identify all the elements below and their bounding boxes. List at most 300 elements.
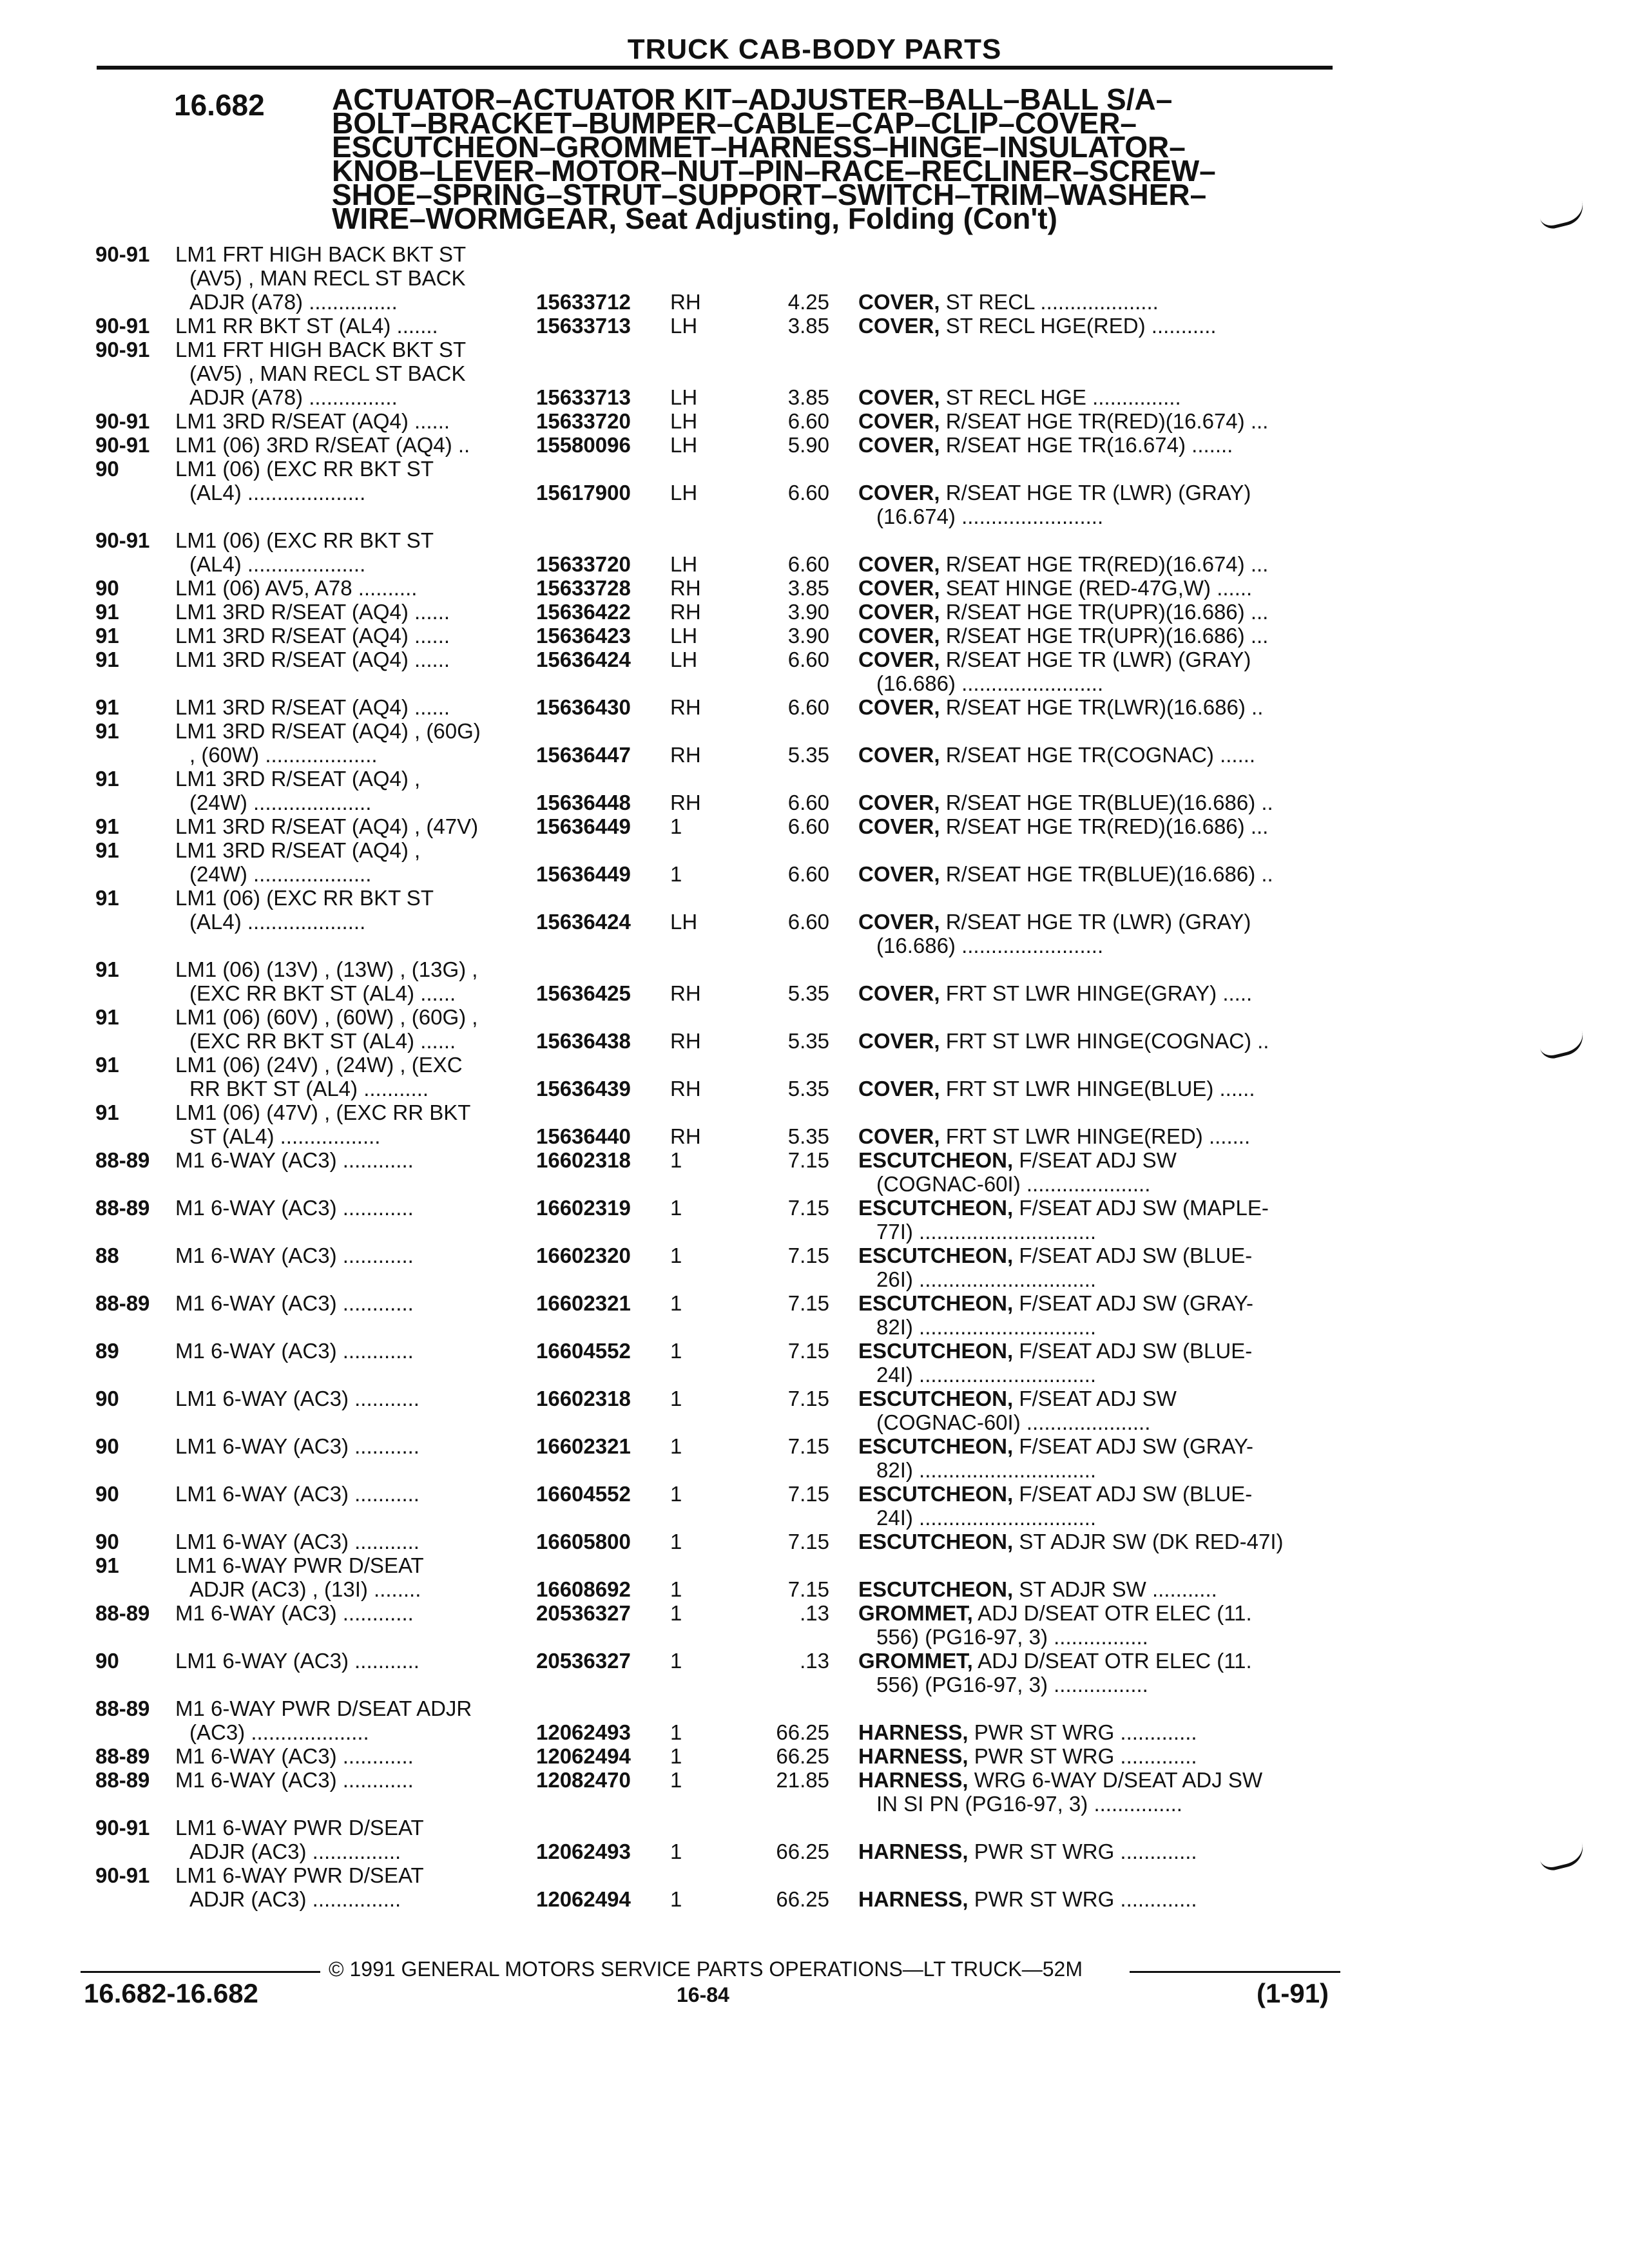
entry-part-name — [858, 314, 1217, 338]
description-line: LM1 6-WAY (AC3) ........... — [175, 1530, 419, 1553]
description-line: LM1 6-WAY (AC3) ........... — [175, 1482, 419, 1506]
entry-quantity: LH — [670, 314, 698, 338]
entry-part-name — [858, 1577, 1217, 1601]
description-line: (24W) .................... — [189, 862, 372, 886]
entry-year: 91 — [95, 838, 119, 862]
entry-description — [175, 957, 523, 1005]
entry-part-number: 20536327 — [536, 1649, 631, 1673]
part-name-detail: ADJ D/SEAT OTR ELEC (11. — [972, 1649, 1252, 1673]
entry-description — [175, 767, 523, 814]
description-line: LM1 3RD R/SEAT (AQ4) , — [175, 767, 421, 791]
section-title-line: ACTUATOR–ACTUATOR KIT–ADJUSTER–BALL–BALL S/A– — [332, 82, 1173, 116]
entry-part-number: 15636448 — [536, 791, 631, 814]
entry-year: 91 — [95, 695, 119, 719]
entry-quantity: RH — [670, 981, 701, 1005]
part-name-line — [858, 433, 1233, 457]
part-name-detail: F/SEAT ADJ SW (BLUE- — [1013, 1339, 1253, 1363]
entry-description — [175, 1005, 523, 1053]
description-line: M1 6-WAY (AC3) ............ — [175, 1339, 414, 1363]
entry-price: 4.25 — [787, 290, 829, 314]
entry-year: 91 — [95, 1100, 119, 1124]
description-line: LM1 RR BKT ST (AL4) ....... — [175, 314, 438, 338]
section-number: 16.682 — [174, 88, 265, 122]
section-title-line: WIRE–WORMGEAR, Seat Adjusting, Folding (Con't) — [332, 202, 1057, 235]
entry-part-name — [858, 552, 1268, 576]
part-name-continuation: IN SI PN (PG16-97, 3) ............... — [876, 1792, 1182, 1816]
entry-year: 90 — [95, 1387, 119, 1410]
part-noun: COVER, — [858, 1077, 940, 1100]
entry-quantity: RH — [670, 1029, 701, 1053]
part-name-line — [858, 1601, 1252, 1625]
entry-part-number: 15633713 — [536, 385, 631, 409]
part-name-line — [858, 648, 1251, 671]
description-line: LM1 (06) (EXC RR BKT ST — [175, 886, 434, 910]
entry-quantity: RH — [670, 600, 701, 624]
entry-year: 90 — [95, 457, 119, 481]
entry-year: 90-91 — [95, 314, 150, 338]
part-name-line — [858, 409, 1268, 433]
part-name-detail: FRT ST LWR HINGE(RED) ....... — [940, 1124, 1251, 1148]
entry-part-name — [858, 1434, 1253, 1482]
part-noun: COVER, — [858, 314, 940, 338]
entry-description — [175, 338, 523, 409]
entry-year: 91 — [95, 1553, 119, 1577]
part-noun: COVER, — [858, 433, 940, 457]
entry-description — [175, 695, 523, 719]
part-noun: HARNESS, — [858, 1840, 969, 1863]
entry-quantity: 1 — [670, 1291, 682, 1315]
entry-part-number: 15636424 — [536, 910, 631, 934]
entry-price: 66.25 — [776, 1840, 829, 1863]
part-noun: ESCUTCHEON, — [858, 1482, 1014, 1506]
entry-year: 88-89 — [95, 1148, 150, 1172]
entry-price: 6.60 — [787, 552, 829, 576]
part-name-line — [858, 1339, 1252, 1363]
part-name-line — [858, 1244, 1252, 1267]
entry-price: 7.15 — [787, 1434, 829, 1458]
part-name-detail: R/SEAT HGE TR (LWR) (GRAY) — [940, 481, 1251, 505]
description-line: LM1 (06) (13V) , (13W) , (13G) , — [175, 957, 478, 981]
part-name-detail: F/SEAT ADJ SW (BLUE- — [1013, 1244, 1253, 1267]
entry-description — [175, 648, 523, 671]
entry-part-name — [858, 1148, 1177, 1196]
entry-price: 5.35 — [787, 1029, 829, 1053]
part-name-continuation: 82I) .............................. — [876, 1458, 1097, 1482]
description-line: M1 6-WAY (AC3) ............ — [175, 1744, 414, 1768]
description-line: (AC3) .................... — [189, 1720, 369, 1744]
entry-part-name — [858, 862, 1273, 886]
entry-quantity: RH — [670, 290, 701, 314]
entry-part-name — [858, 743, 1255, 767]
description-line: LM1 6-WAY PWR D/SEAT — [175, 1553, 424, 1577]
part-noun: COVER, — [858, 648, 940, 671]
description-line: LM1 3RD R/SEAT (AQ4) ...... — [175, 648, 450, 671]
entry-description — [175, 1244, 523, 1267]
entry-price: 3.90 — [787, 600, 829, 624]
description-line: , (60W) ................... — [189, 743, 378, 767]
entry-part-number: 12062494 — [536, 1744, 631, 1768]
part-noun: ESCUTCHEON, — [858, 1244, 1014, 1267]
entry-description — [175, 1148, 523, 1172]
part-name-line — [858, 1482, 1252, 1506]
entry-description — [175, 242, 523, 314]
description-line: LM1 3RD R/SEAT (AQ4) ...... — [175, 695, 450, 719]
entry-price: 5.90 — [787, 433, 829, 457]
entry-quantity: LH — [670, 481, 698, 505]
part-name-detail: R/SEAT HGE TR (LWR) (GRAY) — [940, 910, 1251, 934]
part-name-line — [858, 910, 1251, 934]
entry-part-number: 15617900 — [536, 481, 631, 505]
description-line: LM1 (06) (60V) , (60W) , (60G) , — [175, 1005, 478, 1029]
entry-quantity: 1 — [670, 1434, 682, 1458]
entry-part-name — [858, 1077, 1255, 1100]
entry-part-number: 15633713 — [536, 314, 631, 338]
entry-part-number: 12062493 — [536, 1720, 631, 1744]
description-line: LM1 6-WAY (AC3) ........... — [175, 1434, 419, 1458]
entry-year: 90-91 — [95, 528, 150, 552]
description-line: LM1 FRT HIGH BACK BKT ST — [175, 338, 467, 361]
description-line: ADJR (AC3) , (13I) ........ — [189, 1577, 421, 1601]
part-name-detail: PWR ST WRG ............. — [968, 1744, 1197, 1768]
description-line: RR BKT ST (AL4) ........... — [189, 1077, 429, 1100]
entry-part-name — [858, 1244, 1252, 1291]
entry-price: 5.35 — [787, 1077, 829, 1100]
entry-part-number: 20536327 — [536, 1601, 631, 1625]
entry-price: 3.90 — [787, 624, 829, 648]
entry-price: 21.85 — [776, 1768, 829, 1792]
part-name-line — [858, 1840, 1197, 1863]
part-name-continuation: (16.686) ........................ — [876, 671, 1104, 695]
description-line: M1 6-WAY (AC3) ............ — [175, 1601, 414, 1625]
entry-year: 91 — [95, 957, 119, 981]
entry-quantity: 1 — [670, 814, 682, 838]
entry-price: 5.35 — [787, 743, 829, 767]
entry-part-number: 15633720 — [536, 409, 631, 433]
entry-part-name — [858, 791, 1273, 814]
entry-description — [175, 1530, 523, 1553]
part-name-line — [858, 1196, 1269, 1220]
part-name-line — [858, 1887, 1197, 1911]
description-line: LM1 3RD R/SEAT (AQ4) , (60G) — [175, 719, 481, 743]
entry-price: 5.35 — [787, 981, 829, 1005]
entry-year: 90-91 — [95, 409, 150, 433]
entry-description — [175, 1768, 523, 1792]
part-noun: ESCUTCHEON, — [858, 1291, 1014, 1315]
entry-quantity: 1 — [670, 1840, 682, 1863]
part-name-line — [858, 695, 1263, 719]
entry-quantity: 1 — [670, 1720, 682, 1744]
part-noun: HARNESS, — [858, 1887, 969, 1911]
entry-description — [175, 528, 523, 576]
entry-description — [175, 1696, 523, 1744]
entry-part-number: 15636423 — [536, 624, 631, 648]
entry-description — [175, 1100, 523, 1148]
description-line: LM1 3RD R/SEAT (AQ4) , — [175, 838, 421, 862]
entry-description — [175, 1863, 523, 1911]
part-noun: COVER, — [858, 290, 940, 314]
part-name-detail: F/SEAT ADJ SW (BLUE- — [1013, 1482, 1253, 1506]
part-noun: ESCUTCHEON, — [858, 1148, 1014, 1172]
part-noun: COVER, — [858, 409, 940, 433]
entry-part-name — [858, 1530, 1283, 1553]
entry-quantity: LH — [670, 552, 698, 576]
entry-price: 7.15 — [787, 1244, 829, 1267]
description-line: LM1 6-WAY (AC3) ........... — [175, 1387, 419, 1410]
part-name-detail: R/SEAT HGE TR(BLUE)(16.686) .. — [940, 862, 1273, 886]
entry-part-name — [858, 1482, 1252, 1530]
entry-description — [175, 1434, 523, 1458]
footer-rule-right — [1130, 1971, 1340, 1973]
part-name-line — [858, 981, 1252, 1005]
section-title-line: BOLT–BRACKET–BUMPER–CABLE–CAP–CLIP–COVER– — [332, 106, 1137, 140]
part-name-detail: FRT ST LWR HINGE(BLUE) ...... — [940, 1077, 1255, 1100]
part-name-line — [858, 1768, 1262, 1792]
part-name-detail: FRT ST LWR HINGE(COGNAC) .. — [940, 1029, 1269, 1053]
description-line: LM1 6-WAY PWR D/SEAT — [175, 1816, 424, 1840]
part-name-detail: R/SEAT HGE TR(16.674) ....... — [940, 433, 1233, 457]
part-noun: COVER, — [858, 576, 940, 600]
entry-price: .13 — [800, 1649, 829, 1673]
description-line: LM1 3RD R/SEAT (AQ4) , (47V) — [175, 814, 479, 838]
entry-part-name — [858, 910, 1251, 957]
description-line: (EXC RR BKT ST (AL4) ...... — [189, 981, 456, 1005]
entry-part-name — [858, 409, 1268, 433]
entry-quantity: 1 — [670, 1530, 682, 1553]
part-noun: COVER, — [858, 791, 940, 814]
entry-price: 7.15 — [787, 1339, 829, 1363]
entry-part-name — [858, 1840, 1197, 1863]
part-name-detail: PWR ST WRG ............. — [968, 1720, 1197, 1744]
entry-part-number: 16602318 — [536, 1387, 631, 1410]
description-line: LM1 (06) (24V) , (24W) , (EXC — [175, 1053, 463, 1077]
part-name-line — [858, 791, 1273, 814]
part-noun: HARNESS, — [858, 1744, 969, 1768]
entry-quantity: 1 — [670, 1244, 682, 1267]
entry-price: 6.60 — [787, 481, 829, 505]
entry-year: 91 — [95, 624, 119, 648]
entry-quantity: 1 — [670, 1744, 682, 1768]
entry-part-name — [858, 1196, 1269, 1244]
part-name-continuation: 24I) .............................. — [876, 1363, 1097, 1387]
description-line: ADJR (A78) ............... — [189, 385, 398, 409]
part-name-line — [858, 624, 1268, 648]
entry-price: 6.60 — [787, 791, 829, 814]
part-noun: HARNESS, — [858, 1720, 969, 1744]
entry-price: 66.25 — [776, 1744, 829, 1768]
entry-description — [175, 1196, 523, 1220]
entry-part-number: 12062494 — [536, 1887, 631, 1911]
entry-quantity: LH — [670, 648, 698, 671]
description-line: ADJR (AC3) ............... — [189, 1840, 401, 1863]
entry-year: 90 — [95, 576, 119, 600]
part-name-detail: R/SEAT HGE TR(COGNAC) ...... — [940, 743, 1256, 767]
entry-price: 6.60 — [787, 409, 829, 433]
part-noun: COVER, — [858, 481, 940, 505]
entry-part-name — [858, 1291, 1253, 1339]
entry-part-name — [858, 1768, 1262, 1816]
entry-description — [175, 1482, 523, 1506]
entry-quantity: RH — [670, 695, 701, 719]
entry-part-name — [858, 290, 1159, 314]
entry-price: 7.15 — [787, 1291, 829, 1315]
entry-price: 3.85 — [787, 576, 829, 600]
description-line: ADJR (A78) ............... — [189, 290, 398, 314]
entry-part-number: 16602321 — [536, 1291, 631, 1315]
entry-year: 90-91 — [95, 242, 150, 266]
entry-part-number: 15633720 — [536, 552, 631, 576]
entry-description — [175, 1649, 523, 1673]
entry-quantity: LH — [670, 910, 698, 934]
entry-description — [175, 600, 523, 624]
part-name-detail: R/SEAT HGE TR(RED)(16.686) ... — [940, 814, 1269, 838]
description-line: M1 6-WAY PWR D/SEAT ADJR — [175, 1696, 472, 1720]
part-name-line — [858, 862, 1273, 886]
entry-quantity: LH — [670, 385, 698, 409]
part-name-detail: FRT ST LWR HINGE(GRAY) ..... — [940, 981, 1253, 1005]
page-title: TRUCK CAB-BODY PARTS — [627, 34, 1002, 65]
entry-part-number: 15636447 — [536, 743, 631, 767]
entry-year: 88-89 — [95, 1601, 150, 1625]
part-noun: ESCUTCHEON, — [858, 1434, 1014, 1458]
entry-description — [175, 314, 523, 338]
description-line: LM1 FRT HIGH BACK BKT ST — [175, 242, 467, 266]
description-line: (AV5) , MAN RECL ST BACK — [189, 266, 466, 290]
description-line: (AV5) , MAN RECL ST BACK — [189, 361, 466, 385]
description-line: M1 6-WAY (AC3) ............ — [175, 1148, 414, 1172]
footer-copyright: © 1991 GENERAL MOTORS SERVICE PARTS OPERATIONS—LT TRUCK—52M — [329, 1957, 1083, 1981]
footer-date-code: (1-91) — [1257, 1978, 1329, 2008]
entry-description — [175, 1291, 523, 1315]
part-name-line — [858, 481, 1251, 505]
entry-part-name — [858, 1720, 1197, 1744]
part-name-continuation: 24I) .............................. — [876, 1506, 1097, 1530]
entry-part-number: 16604552 — [536, 1339, 631, 1363]
description-line: M1 6-WAY (AC3) ............ — [175, 1291, 414, 1315]
part-name-continuation: (COGNAC-60I) ..................... — [876, 1410, 1151, 1434]
part-name-line — [858, 1577, 1217, 1601]
entry-part-number: 15636430 — [536, 695, 631, 719]
entry-description — [175, 719, 523, 767]
part-name-line — [858, 1148, 1177, 1172]
part-name-detail: R/SEAT HGE TR(BLUE)(16.686) .. — [940, 791, 1273, 814]
entry-year: 90-91 — [95, 1863, 150, 1887]
part-name-line — [858, 576, 1252, 600]
entry-year: 90-91 — [95, 1816, 150, 1840]
part-noun: COVER, — [858, 600, 940, 624]
description-line: LM1 (06) AV5, A78 .......... — [175, 576, 418, 600]
entry-year: 88-89 — [95, 1696, 150, 1720]
description-line: (AL4) .................... — [189, 910, 366, 934]
part-name-line — [858, 314, 1217, 338]
entry-part-number: 15636425 — [536, 981, 631, 1005]
part-name-line — [858, 814, 1268, 838]
entry-part-number: 16602319 — [536, 1196, 631, 1220]
part-name-continuation: 556) (PG16-97, 3) ................ — [876, 1673, 1148, 1696]
description-line: LM1 (06) (EXC RR BKT ST — [175, 528, 434, 552]
description-line: LM1 3RD R/SEAT (AQ4) ...... — [175, 600, 450, 624]
entry-part-name — [858, 1124, 1250, 1148]
part-name-line — [858, 600, 1268, 624]
entry-description — [175, 1744, 523, 1768]
entry-description — [175, 409, 523, 433]
entry-part-number: 16605800 — [536, 1530, 631, 1553]
entry-price: 5.35 — [787, 1124, 829, 1148]
part-name-line — [858, 1530, 1283, 1553]
entry-description — [175, 433, 523, 457]
description-line: LM1 6-WAY PWR D/SEAT — [175, 1863, 424, 1887]
entry-part-name — [858, 1601, 1252, 1649]
part-noun: COVER, — [858, 695, 940, 719]
part-name-detail: F/SEAT ADJ SW (GRAY- — [1013, 1291, 1254, 1315]
entry-part-number: 15633728 — [536, 576, 631, 600]
entry-part-number: 15580096 — [536, 433, 631, 457]
part-name-line — [858, 552, 1268, 576]
entry-part-number: 15636449 — [536, 862, 631, 886]
description-line: LM1 (06) (47V) , (EXC RR BKT — [175, 1100, 471, 1124]
entry-quantity: 1 — [670, 1148, 682, 1172]
entry-part-name — [858, 1887, 1197, 1911]
entry-price: 7.15 — [787, 1148, 829, 1172]
entry-price: 7.15 — [787, 1196, 829, 1220]
entry-year: 91 — [95, 1005, 119, 1029]
entry-price: 6.60 — [787, 814, 829, 838]
part-noun: COVER, — [858, 624, 940, 648]
entry-price: 6.60 — [787, 695, 829, 719]
entry-part-number: 15636438 — [536, 1029, 631, 1053]
entry-description — [175, 457, 523, 505]
entry-year: 90 — [95, 1649, 119, 1673]
part-name-line — [858, 385, 1181, 409]
entry-year: 90-91 — [95, 433, 150, 457]
entry-year: 88-89 — [95, 1744, 150, 1768]
entry-year: 88-89 — [95, 1291, 150, 1315]
part-name-continuation: (16.674) ........................ — [876, 505, 1104, 528]
part-noun: COVER, — [858, 862, 940, 886]
part-name-line — [858, 1077, 1255, 1100]
part-noun: COVER, — [858, 910, 940, 934]
entry-part-name — [858, 648, 1251, 695]
entry-part-name — [858, 576, 1252, 600]
entry-description — [175, 1816, 523, 1863]
part-noun: COVER, — [858, 552, 940, 576]
entry-price: .13 — [800, 1601, 829, 1625]
entry-part-name — [858, 1029, 1269, 1053]
part-noun: ESCUTCHEON, — [858, 1530, 1014, 1553]
description-line: (AL4) .................... — [189, 481, 366, 505]
part-noun: COVER, — [858, 981, 940, 1005]
entry-quantity: 1 — [670, 1196, 682, 1220]
part-name-detail: ST RECL HGE ............... — [940, 385, 1181, 409]
part-name-detail: R/SEAT HGE TR(RED)(16.674) ... — [940, 409, 1269, 433]
part-name-line — [858, 290, 1159, 314]
entry-description — [175, 1601, 523, 1625]
entry-quantity: LH — [670, 624, 698, 648]
entry-part-name — [858, 624, 1268, 648]
part-name-continuation: 77I) .............................. — [876, 1220, 1097, 1244]
part-name-line — [858, 1720, 1197, 1744]
entry-description — [175, 814, 523, 838]
section-title-line: KNOB–LEVER–MOTOR–NUT–PIN–RACE–RECLINER–SCREW– — [332, 154, 1216, 187]
entry-description — [175, 1553, 523, 1601]
part-noun: COVER, — [858, 385, 940, 409]
description-line: (EXC RR BKT ST (AL4) ...... — [189, 1029, 456, 1053]
entry-description — [175, 1387, 523, 1410]
entry-price: 66.25 — [776, 1720, 829, 1744]
entry-part-name — [858, 1387, 1177, 1434]
entry-year: 91 — [95, 648, 119, 671]
entry-description — [175, 886, 523, 934]
entry-quantity: 1 — [670, 1482, 682, 1506]
